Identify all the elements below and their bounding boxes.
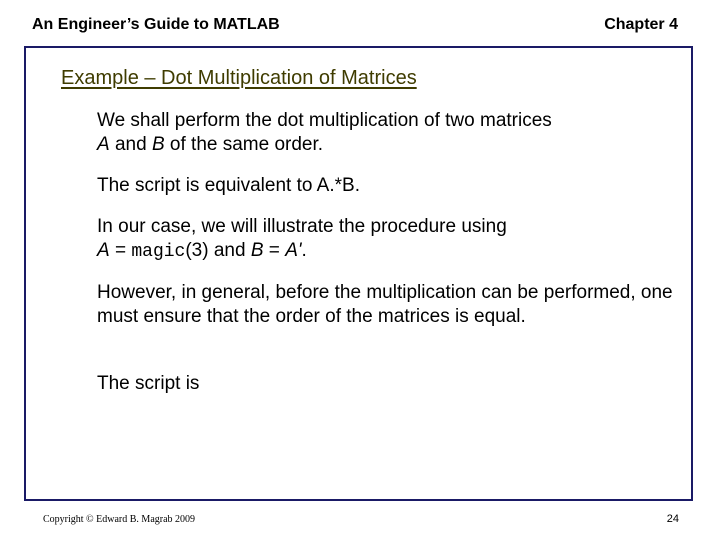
- paragraph-3-line-1: In our case, we will illustrate the procedure using: [97, 216, 507, 237]
- matrix-b-label: B: [151, 134, 165, 155]
- paragraph-1-line-1: We shall perform the dot multiplication of two matrices: [97, 110, 552, 131]
- paragraph-2: The script is equivalent to A.*B.: [97, 175, 360, 196]
- magic-argument: (3) and: [185, 240, 251, 261]
- paragraph-1: [97, 109, 687, 157]
- header-book-title: An Engineer’s Guide to MATLAB: [32, 16, 280, 33]
- footer-page-number: 24: [666, 513, 679, 525]
- paragraph-4: However, in general, before the multiplication can be performed, one must ensure that the order of the matrices is equal.: [97, 282, 673, 327]
- matrix-a-label: A: [97, 134, 110, 155]
- paragraph-1-rest: of the same order.: [164, 134, 324, 155]
- paragraph-3: [97, 215, 687, 264]
- magic-function: magic: [131, 242, 186, 262]
- footer-copyright: Copyright © Edward B. Magrab 2009: [43, 514, 196, 525]
- matrix-b-label: B: [250, 240, 264, 261]
- and-text: and: [109, 134, 152, 155]
- equals-text: =: [263, 240, 286, 261]
- equals-text: =: [109, 240, 132, 261]
- paragraph-5: The script is: [97, 373, 200, 394]
- slide-title: Example – Dot Multiplication of Matrices: [61, 67, 417, 89]
- period: .: [301, 240, 307, 261]
- transpose-expression: A': [285, 240, 302, 261]
- matrix-a-label: A: [97, 240, 110, 261]
- header-chapter: Chapter 4: [604, 16, 678, 33]
